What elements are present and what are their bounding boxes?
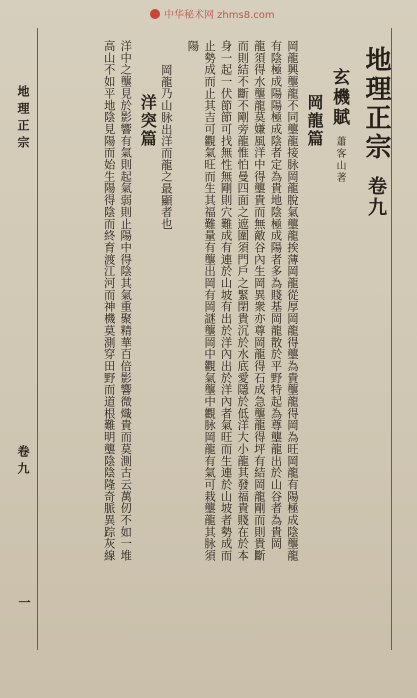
volume-label: 卷九 [365,176,387,218]
subsection-heading-1: 岡龍篇 [305,94,324,148]
text-columns [38,34,389,650]
section-author: 蕭客山著 [334,136,345,184]
section-title: 玄機賦 [329,68,349,128]
text-column: 岡龍興壟龍不同壟龍接脉岡龍脫氣壟龍挨薄岡龍從厚岡龍得壟為貴壟龍得岡為旺岡龍有陽極成陰壟龍 [286,40,300,562]
watermark-logo-icon [150,9,160,19]
watermark-text: 中华秘术网 zhms8.com [164,10,275,21]
book-title-column [347,34,389,650]
text-column: 有陰極成陽陽極成陰者定為貴地陰極成陽者多為賤基岡龍散於平野特起為尊壟龍出於山谷者為貴岡 [269,40,284,550]
column-gap [172,34,182,650]
margin-title: 地理正宗 [16,85,30,153]
section-heading [322,34,347,650]
text-column: 高山不如平地陰見陽而始生陽得陰而終育渡江河而神機莫測穿田野而道根難明壟陰陰隆奇脈異踪灰線 [102,40,117,562]
text-column: 止勢成而止其吉可觀氣旺而生其福難量有壟出岡有岡謎壟岡中觀氣壟中觀脉岡龍有氣可栽壟龍其脉須 [203,40,218,562]
subsection-heading-2: 洋突篇 [138,94,158,148]
text-column: 陽 [186,40,201,52]
note-line: 岡龍乃山脉出洋而龍之最顯者也 [159,64,174,230]
text-column: 而則結不斷不剛旁龍惟怕曼四面之遮圍須門戶之緊閉貴沉於水底愛隱於低洋大小龍其發福貴賤在於本 [236,40,251,562]
text-column: 身一起一伏節節可找無性無剛則穴難成有連於山坡有出於洋內出於洋內者氣旺而生連於山坡者勢成而 [219,40,234,562]
watermark [150,6,275,21]
text-column: 龍須得水壟龍莫嫌風洋中得壟貴而無敵谷內生岡異衆亦尊岡龍得石成急壟龍得坪有結岡龍剛而則貴斷 [252,40,267,562]
margin-volume: 卷九 [16,445,30,479]
book-title: 地理正宗 [361,46,391,162]
text-column: 洋中之壟見於影響有氣則起氣弱則止陽中得陰其氣重聚精華百倍影響微熾貴而莫測古云萬仞不如一堆 [119,40,134,562]
page-number: 一 [17,596,31,613]
